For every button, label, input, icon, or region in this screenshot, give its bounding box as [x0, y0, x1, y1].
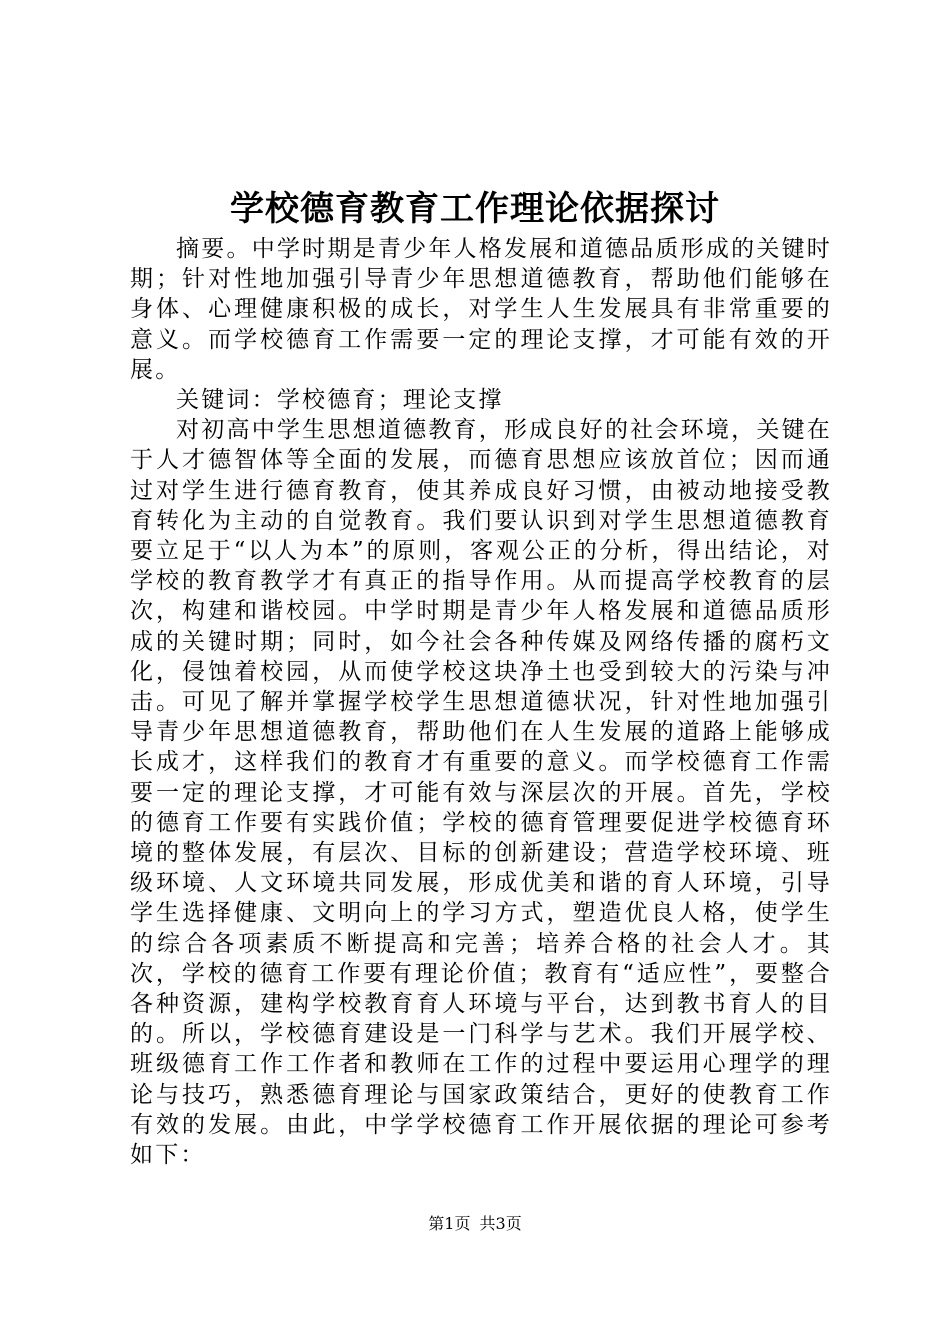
keywords-paragraph: 关键词：学校德育；理论支撑 — [176, 387, 504, 414]
page-number-footer: 第1页 共3页 — [428, 1214, 522, 1233]
body-paragraph: 对初高中学生思想道德教育，形成良好的社会环境，关键在于人才德智体等全面的发展，而德育思想应该放首位；因而通过对学生进行德育教育，使其养成良好习惯，由被动地接受教育转化为主动的自觉教育。我们要认识到对学生思想道德教育要立足于“以人为本”的原则，客观公正的分析，得出结论，对学校的教育教学才有真正的指导作用。从而提高学校教育的层次，构建和谐校园。中学时期是青少年人格发展和道德品质形成的关键时期；同时，如今社会各种传媒及网络传播的腐朽文化，侵蚀着校园，从而使学校这块净土也受到较大的污染与冲击。可见了解并掌握学校学生思想道德状况，针对性地加强引导青少年思想道德教育，帮助他们在人生发展的道路上能够成长成才，这样我们的教育才有重要的意义。而学校德育工作需要一定的理论支撑，才可能有效与深层次的开展。首先，学校的德育工作要有实践价值；学校的德育管理要促进学校德育环境的整体发展，有层次、目标的创新建设；营造学校环境、班级环境、人文环境共同发展，形成优美和谐的育人环境，引导学生选择健康、文明向上的学习方式，塑造优良人格，使学生的综合各项素质不断提高和完善；培养合格的社会人才。其次，学校的德育工作要有理论价值；教育有“适应性”，要整合各种资源，建构学校教育育人环境与平台，达到教书育人的目的。所以，学校德育建设是一门科学与艺术。我们开展学校、班级德育工作工作者和教师在工作的过程中要运用心理学的理论与技巧，熟悉德育理论与国家政策结合，更好的使教育工作有效的发展。由此，中学学校德育工作开展依据的理论可参考如下： — [130, 417, 832, 1169]
document-body — [130, 234, 832, 1170]
abstract-paragraph: 摘要。中学时期是青少年人格发展和道德品质形成的关键时期；针对性地加强引导青少年思想道德教育，帮助他们能够在身体、心理健康积极的成长，对学生人生发展具有非常重要的意义。而学校德育工作需要一定的理论支撑，才可能有效的开展。 — [130, 236, 832, 383]
document-title: 学校德育教育工作理论依据探讨 — [230, 189, 720, 229]
